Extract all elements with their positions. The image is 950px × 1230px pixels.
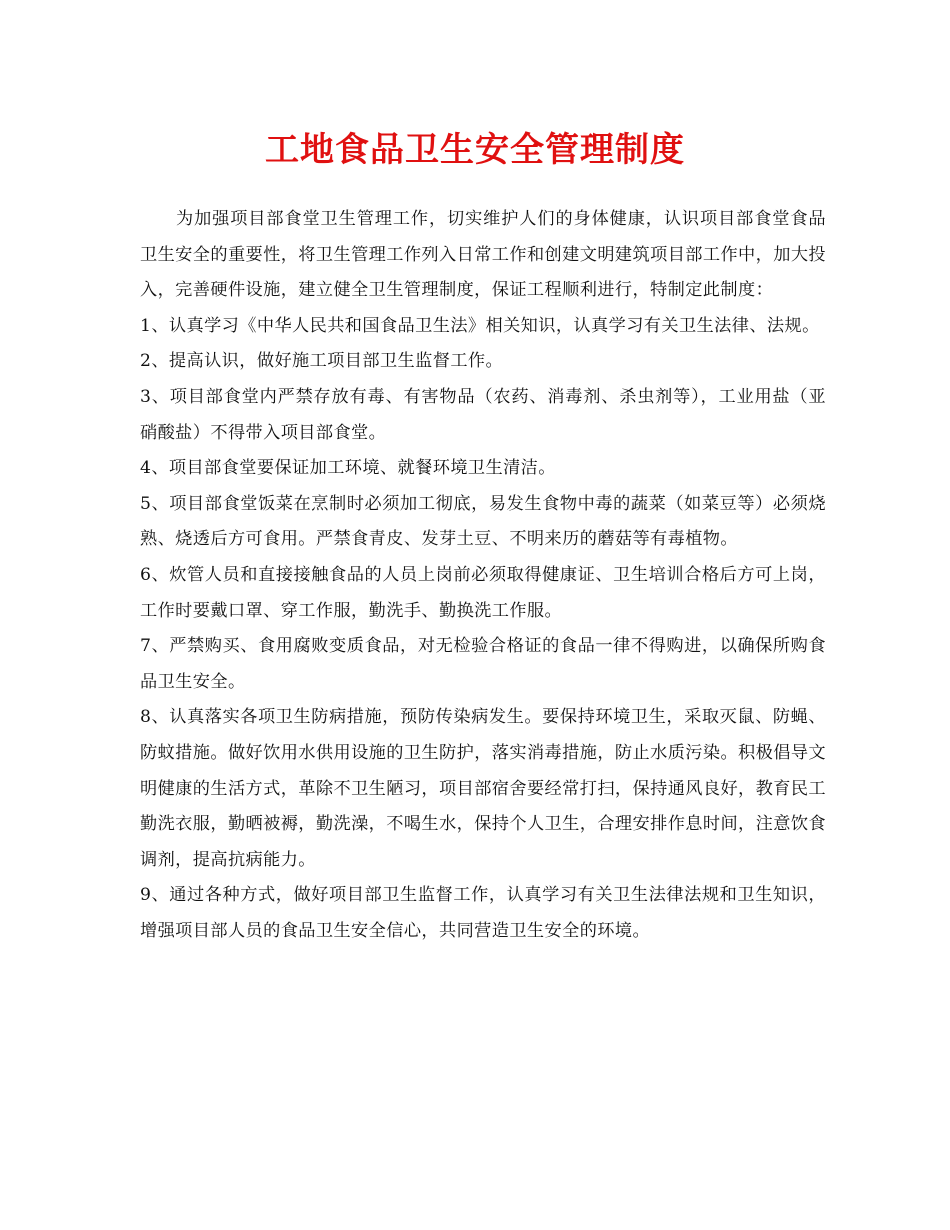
rule-item-1: 1、认真学习《中华人民共和国食品卫生法》相关知识，认真学习有关卫生法律、法规。 — [140, 315, 820, 336]
rule-item-5: 5、项目部食堂饭菜在烹制时必须加工彻底，易发生食物中毒的蔬菜（如菜豆等）必须烧熟、烧透后方可食用。严禁食青皮、发芽土豆、不明来历的蘑菇等有毒植物。 — [140, 493, 826, 550]
rule-item-8: 8、认真落实各项卫生防病措施，预防传染病发生。要保持环境卫生，采取灭鼠、防蝇、防蚊措施。做好饮用水供用设施的卫生防护，落实消毒措施，防止水质污染。积极倡导文明健康的生活方式，革除不卫生陋习，项目部宿舍要经常打扫，保持通风良好，教育民工勤洗衣服，勤晒被褥，勤洗澡，不喝生水，保持个人卫生，合理安排作息时间，注意饮食调剂，提高抗病能力。 — [140, 707, 826, 870]
rule-item-6: 6、炊管人员和直接接触食品的人员上岗前必须取得健康证、卫生培训合格后方可上岗，工作时要戴口罩、穿工作服，勤洗手、勤换洗工作服。 — [140, 564, 826, 621]
rule-item-2: 2、提高认识，做好施工项目部卫生监督工作。 — [140, 351, 504, 372]
intro-paragraph: 为加强项目部食堂卫生管理工作，切实维护人们的身体健康，认识项目部食堂食品卫生安全的重要性，将卫生管理工作列入日常工作和创建文明建筑项目部工作中，加大投入，完善硬件设施，建立健全卫生管理制度，保证工程顺利进行，特制定此制度： — [140, 209, 826, 301]
document-title: 工地食品卫生安全管理制度 — [265, 130, 685, 170]
rule-item-4: 4、项目部食堂要保证加工环境、就餐环境卫生清洁。 — [140, 458, 556, 479]
rule-item-9: 9、通过各种方式，做好项目部卫生监督工作，认真学习有关卫生法律法规和卫生知识，增强项目部人员的食品卫生安全信心，共同营造卫生安全的环境。 — [140, 885, 826, 941]
rule-item-7: 7、严禁购买、食用腐败变质食品，对无检验合格证的食品一律不得购进，以确保所购食品卫生安全。 — [140, 636, 826, 692]
document-body — [140, 202, 826, 949]
rule-item-3: 3、项目部食堂内严禁存放有毒、有害物品（农药、消毒剂、杀虫剂等），工业用盐（亚硝酸盐）不得带入项目部食堂。 — [140, 386, 826, 443]
